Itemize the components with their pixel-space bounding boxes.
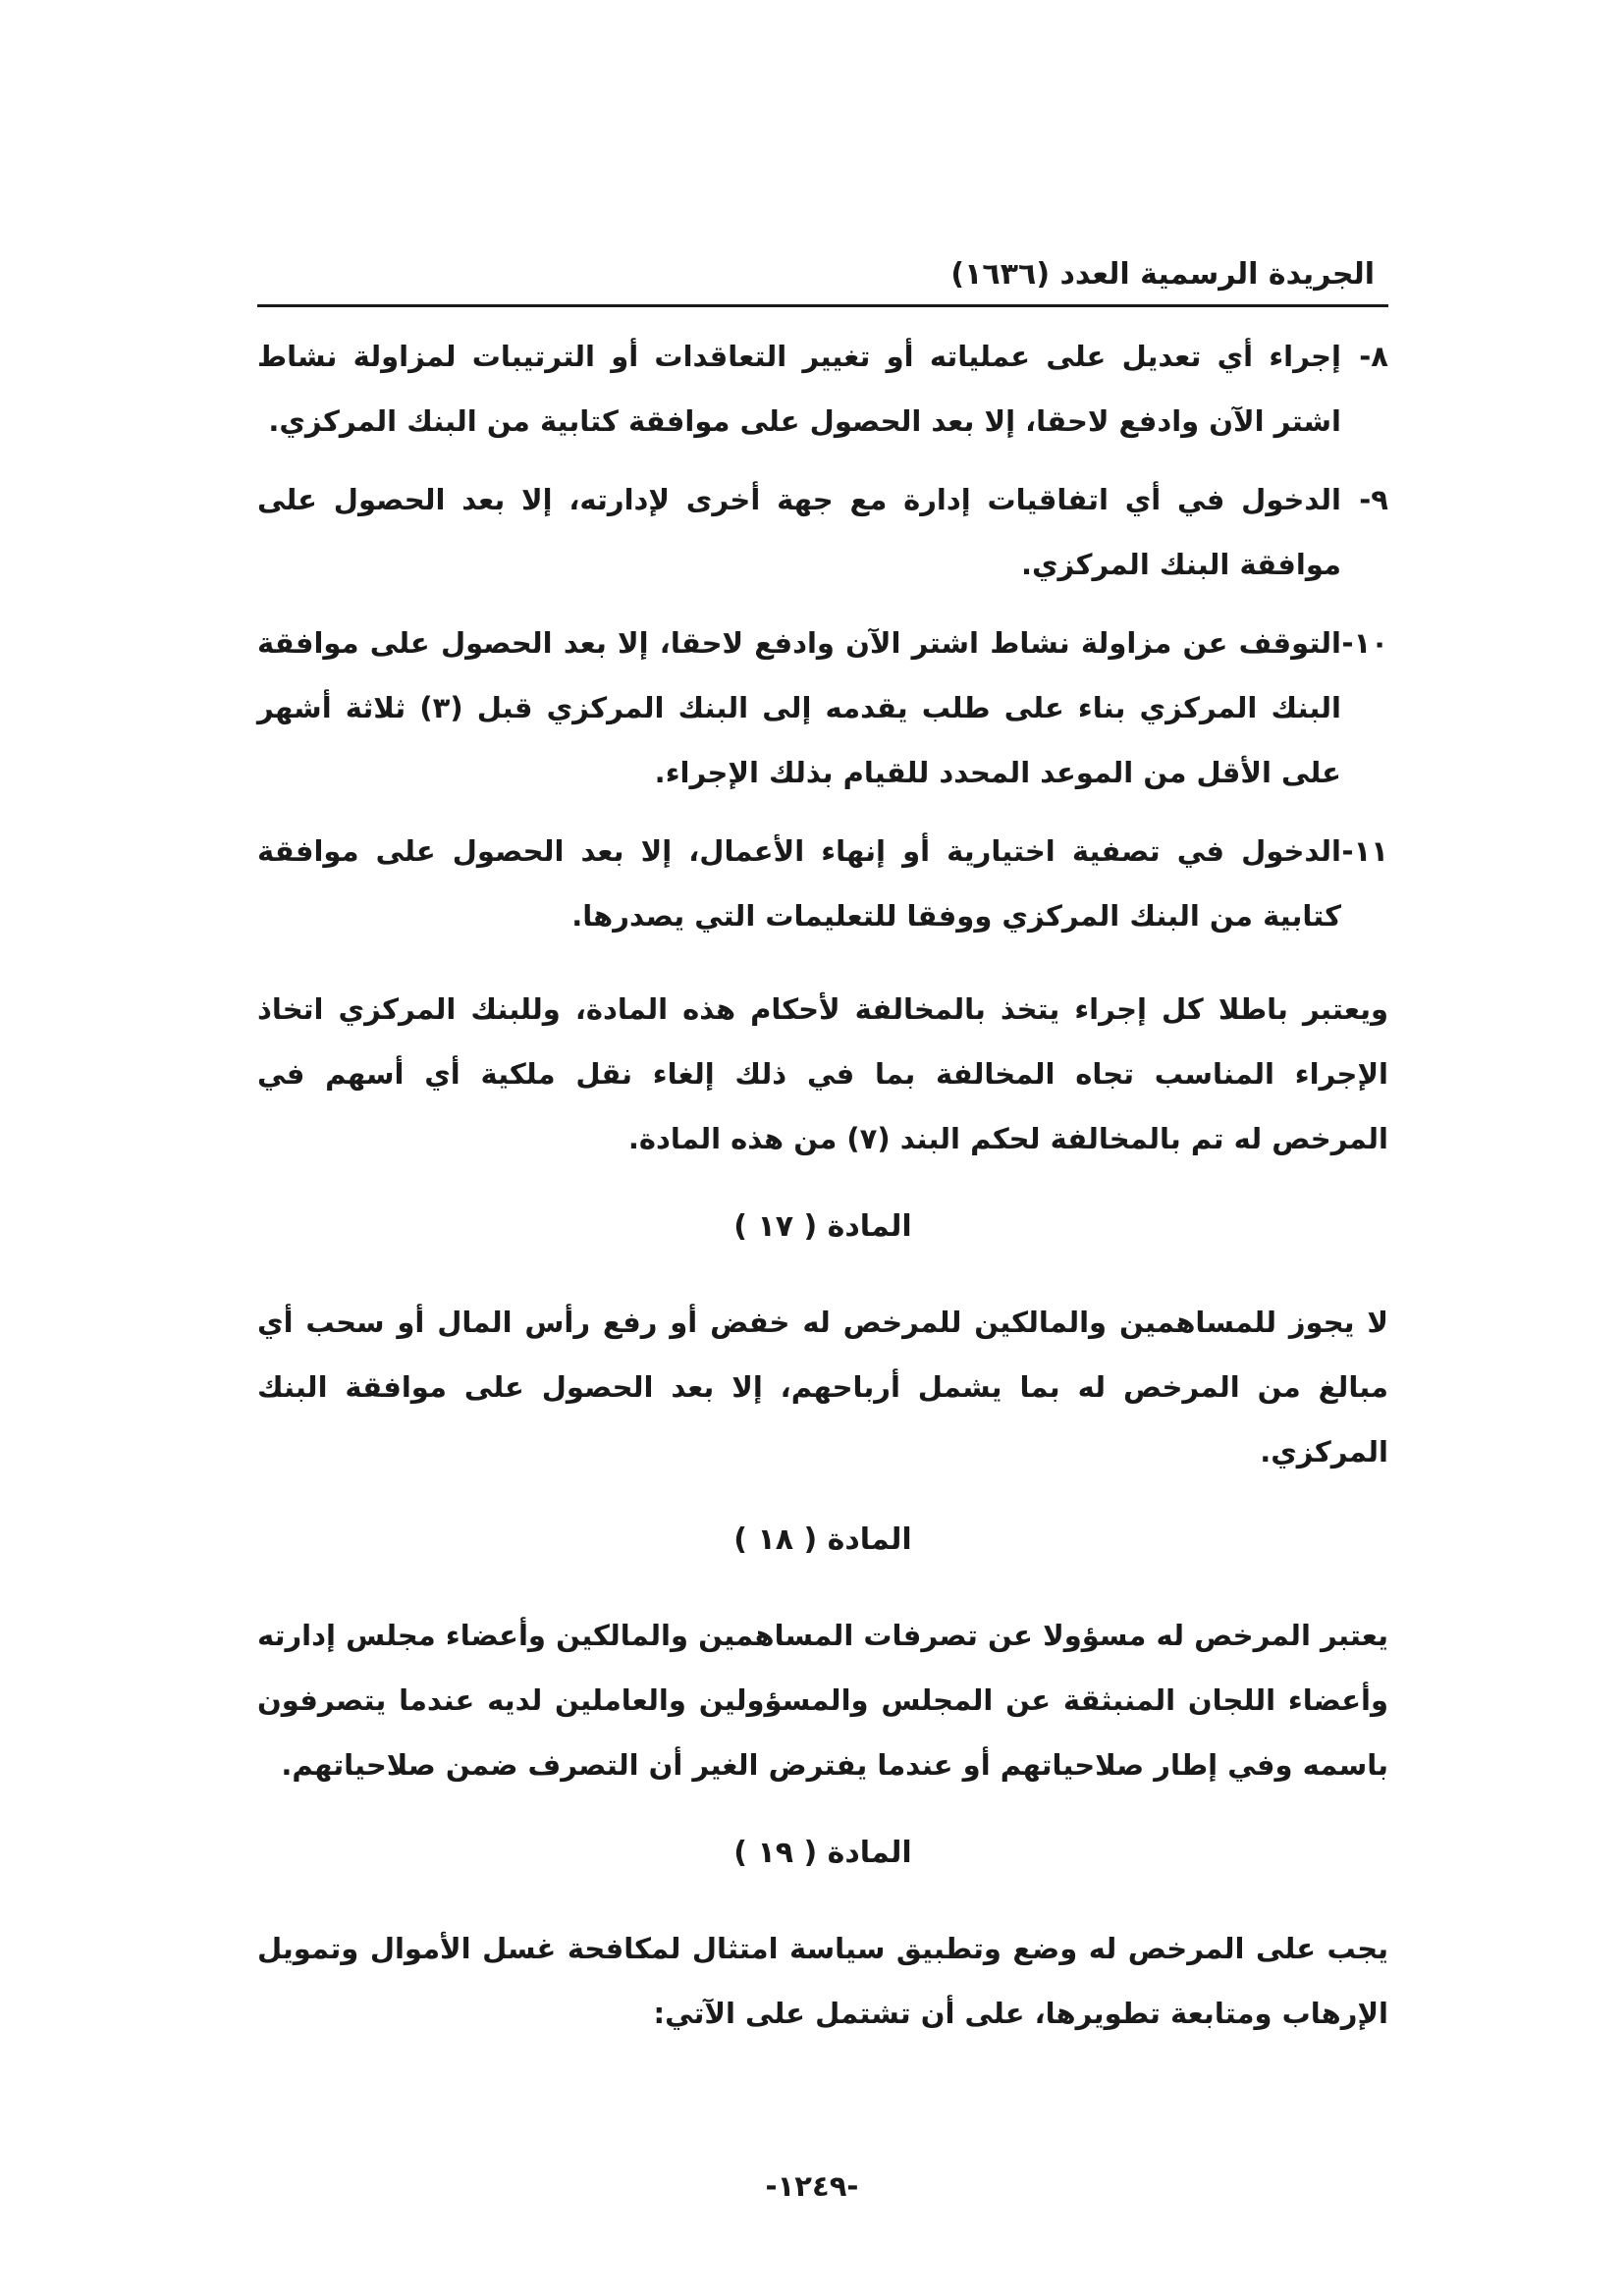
list-item xyxy=(257,467,1388,597)
article-18-text: يعتبر المرخص له مسؤولا عن تصرفات المساهمين والمالكين وأعضاء مجلس إدارته وأعضاء اللجان المنبثقة عن المجلس والمسؤولين والعاملين لديه عندما يتصرفون باسمه وفي إطار صلاحياتهم أو عندما يفترض الغير أن التصرف ضمن صلاحياتهم. xyxy=(257,1619,1388,1782)
page-header xyxy=(257,257,1388,307)
item-number: ٨- xyxy=(1359,340,1388,373)
article-19-text: يجب على المرخص له وضع وتطبيق سياسة امتثال لمكافحة غسل الأموال وتمويل الإرهاب ومتابعة تطويرها، على أن تشتمل على الآتي: xyxy=(257,1932,1388,2030)
list-item xyxy=(257,611,1388,805)
item-text: إجراء أي تعديل على عملياته أو تغيير التعاقدات أو الترتيبات لمزاولة نشاط اشتر الآن وادفع لاحقا، إلا بعد الحصول على موافقة كتابية من البنك المركزي. xyxy=(257,340,1341,438)
gazette-title: الجريدة الرسمية العدد (١٦٣٦) xyxy=(950,257,1375,292)
article-19-title: المادة ( ١٩ ) xyxy=(733,1836,912,1870)
list-item xyxy=(257,819,1388,948)
article-17-title: المادة ( ١٧ ) xyxy=(733,1209,912,1244)
item-text: الدخول في تصفية اختيارية أو إنهاء الأعمال، إلا بعد الحصول على موافقة كتابية من البنك المركزي ووفقا للتعليمات التي يصدرها. xyxy=(257,834,1341,933)
page-number: -١٢٤٩- xyxy=(765,2169,859,2203)
page-content xyxy=(257,324,1388,2067)
item-text: التوقف عن مزاولة نشاط اشتر الآن وادفع لاحقا، إلا بعد الحصول على موافقة البنك المركزي بناء على طلب يقدمه إلى البنك المركزي قبل (٣) ثلاثة أشهر على الأقل من الموعد المحدد للقيام بذلك الإجراء. xyxy=(257,626,1341,789)
item-number: ٩- xyxy=(1359,483,1388,516)
item-number: ١١- xyxy=(1341,834,1388,868)
list-item xyxy=(257,324,1388,454)
item-text: الدخول في أي اتفاقيات إدارة مع جهة أخرى لإدارته، إلا بعد الحصول على موافقة البنك المركزي. xyxy=(257,483,1341,581)
article-17-text: لا يجوز للمساهمين والمالكين للمرخص له خفض أو رفع رأس المال أو سحب أي مبالغ من المرخص له بما يشمل أرباحهم، إلا بعد الحصول على موافقة البنك المركزي. xyxy=(257,1306,1388,1468)
article-18-title: المادة ( ١٨ ) xyxy=(733,1522,912,1557)
closing-paragraph: ويعتبر باطلا كل إجراء يتخذ بالمخالفة لأحكام هذه المادة، وللبنك المركزي اتخاذ الإجراء المناسب تجاه المخالفة بما في ذلك إلغاء نقل ملكية أي أسهم في المرخص له تم بالمخالفة لحكم البند (٧) من هذه المادة. xyxy=(257,992,1388,1155)
item-number: ١٠- xyxy=(1341,626,1388,660)
